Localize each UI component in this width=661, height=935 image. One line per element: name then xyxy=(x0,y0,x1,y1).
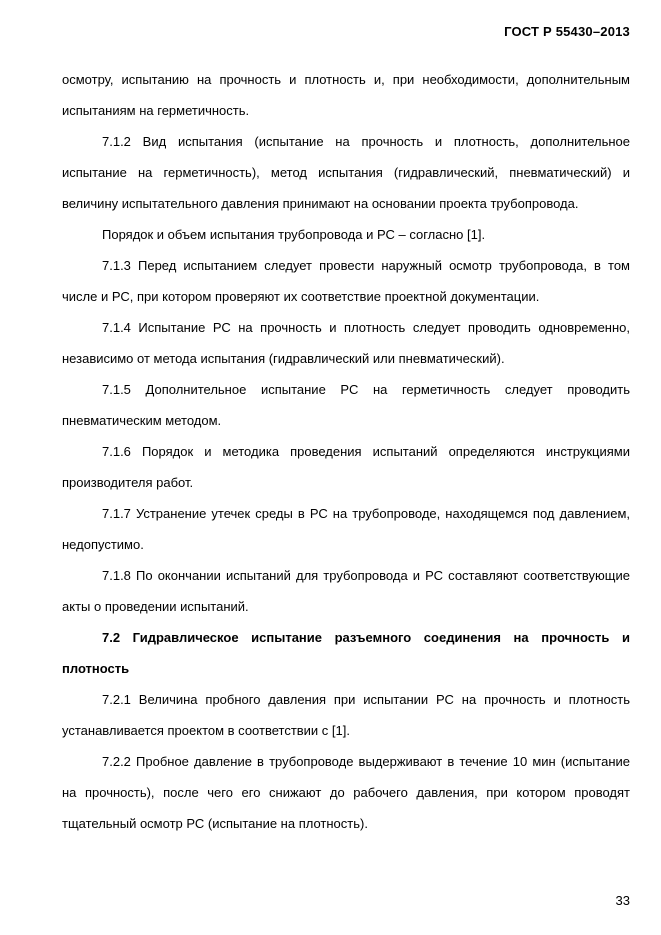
paragraph-7-1-6: 7.1.6 Порядок и методика проведения испытаний определяются инструкциями производителя работ. xyxy=(62,444,630,490)
paragraph-7-2-1: 7.2.1 Величина пробного давления при испытании РС на прочность и плотность устанавливается проектом в соответствии с [1]. xyxy=(62,692,630,738)
paragraph-test-scope: Порядок и объем испытания трубопровода и РС – согласно [1]. xyxy=(102,227,486,242)
section-heading-7-2: 7.2 Гидравлическое испытание разъемного соединения на прочность и плотность xyxy=(62,630,630,676)
paragraph-7-1-5: 7.1.5 Дополнительное испытание РС на герметичность следует проводить пневматическим методом. xyxy=(62,382,630,428)
paragraph-7-1-7: 7.1.7 Устранение утечек среды в РС на трубопроводе, находящемся под давлением, недопустимо. xyxy=(62,506,630,552)
paragraph-7-1-2: 7.1.2 Вид испытания (испытание на прочность и плотность, дополнительное испытание на герметичность), метод испытания (гидравлический, пневматический) и величину испытательного давления принимают на основании проекта трубопровода. xyxy=(62,134,630,211)
document-body xyxy=(62,64,630,839)
paragraph-7-1-8: 7.1.8 По окончании испытаний для трубопровода и РС составляют соответствующие акты о проведении испытаний. xyxy=(62,568,630,614)
document-header: ГОСТ Р 55430–2013 xyxy=(504,24,630,39)
paragraph-continuation: осмотру, испытанию на прочность и плотность и, при необходимости, дополнительным испытаниям на герметичность. xyxy=(62,72,630,118)
paragraph-7-1-4: 7.1.4 Испытание РС на прочность и плотность следует проводить одновременно, независимо от метода испытания (гидравлический или пневматический). xyxy=(62,320,630,366)
page-number: 33 xyxy=(615,893,630,908)
paragraph-7-2-2: 7.2.2 Пробное давление в трубопроводе выдерживают в течение 10 мин (испытание на прочность), после чего его снижают до рабочего давления, при котором проводят тщательный осмотр РС (испытание на плотность). xyxy=(62,754,630,831)
paragraph-7-1-3: 7.1.3 Перед испытанием следует провести наружный осмотр трубопровода, в том числе и РС, при котором проверяют их соответствие проектной документации. xyxy=(62,258,630,304)
